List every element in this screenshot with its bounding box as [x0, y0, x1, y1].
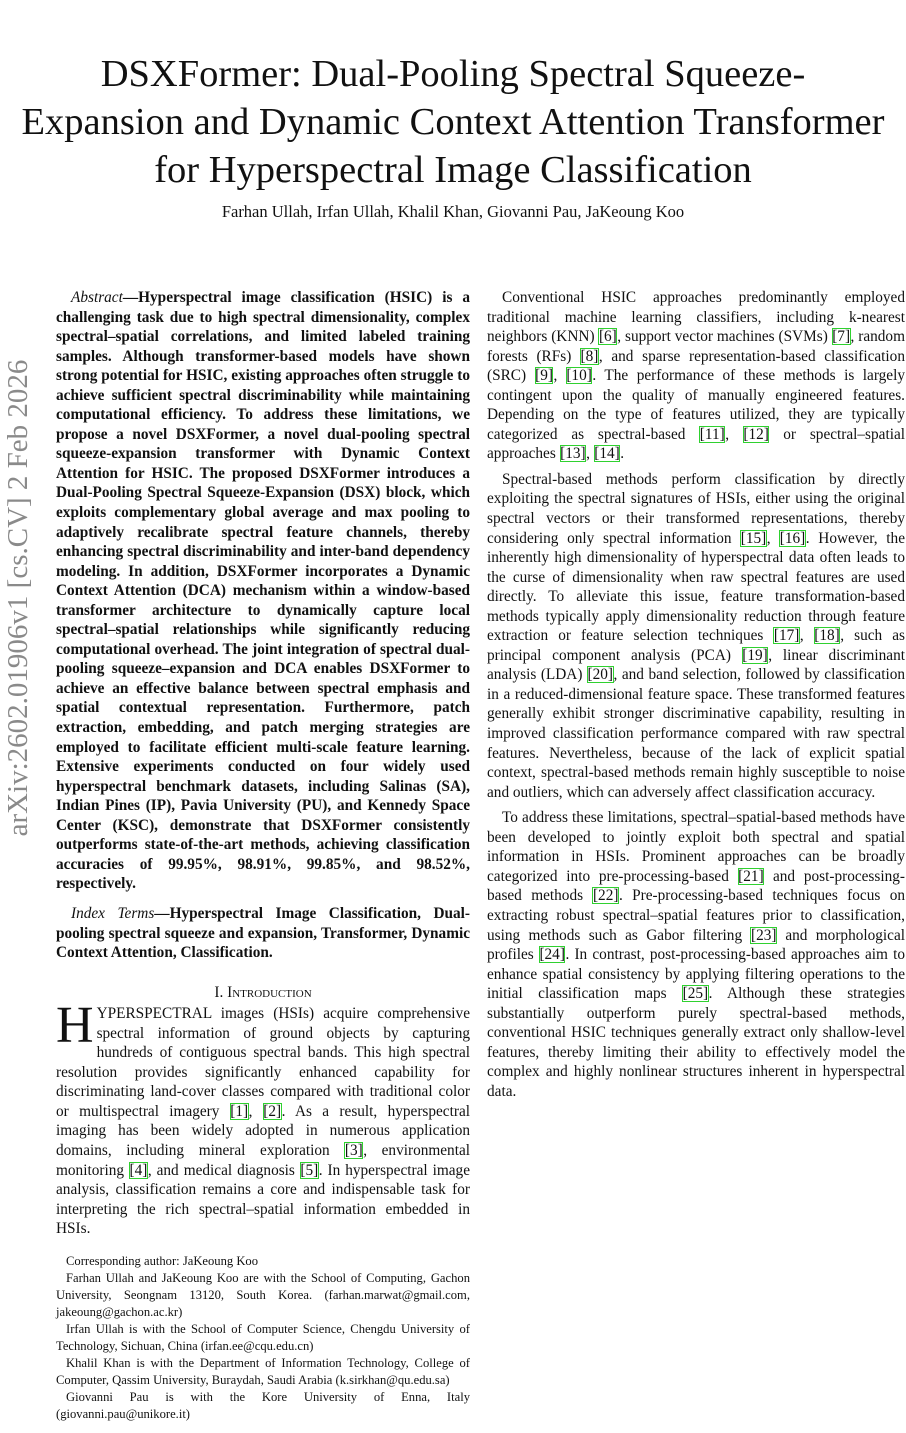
citation-link[interactable]: [10]: [566, 367, 592, 385]
citation-link[interactable]: [9]: [535, 367, 553, 385]
index-terms-label: Index Terms: [71, 904, 155, 922]
citation-link[interactable]: [4]: [129, 1161, 148, 1179]
citation-link[interactable]: [11]: [699, 425, 725, 443]
citation-link[interactable]: [8]: [580, 347, 599, 365]
footnote: Corresponding author: JaKeoung Koo: [66, 1253, 259, 1268]
intro-text: YPERSPECTRAL images (HSIs) acquire comprehensive spectral information of ground objects by capturing hundreds of contiguous spectral bands. This high spectral resolution provides significantly enhanced capability for discriminating land-cover classes compared with traditional color or multispectral imagery [1], [2]. As a result, hyperspectral imaging has been widely adopted in numerous application domains, including mineral exploration [3], environmental monitoring [4], and medical diagnosis [5]. In hyperspectral image analysis, classification remains a core and indispensable task for interpreting the rich spectral–spatial information embedded in HSIs.: [56, 1005, 470, 1238]
footnote: Farhan Ullah and JaKeoung Koo are with the School of Computing, Gachon University, Seongnam 13120, South Korea. (farhan.marwat@gmail.com, jakeoung@gachon.ac.kr): [56, 1270, 470, 1319]
paper-title: DSXFormer: Dual-Pooling Spectral Squeeze-Expansion and Dynamic Context Attention Transformer for Hyperspectral Image Classification: [21, 53, 885, 191]
author-list: Farhan Ullah, Irfan Ullah, Khalil Khan, Giovanni Pau, JaKeoung Koo: [221, 202, 685, 221]
footnotes: [56, 1253, 470, 1423]
index-terms: [56, 904, 470, 963]
abstract-label: Abstract: [71, 289, 123, 306]
abstract: [56, 288, 470, 894]
citation-link[interactable]: [22]: [592, 887, 619, 905]
citation-link[interactable]: [6]: [598, 328, 617, 346]
citation-link[interactable]: [13]: [560, 445, 586, 463]
section-heading-introduction: I. Introduction: [214, 983, 312, 1001]
citation-link[interactable]: [19]: [742, 646, 768, 664]
footnote: Irfan Ullah is with the School of Computer Science, Chengdu University of Technology, Sichuan, China (irfan.ee@cqu.edu.cn): [56, 1321, 470, 1353]
citation-link[interactable]: [5]: [300, 1161, 319, 1179]
citation-link[interactable]: [17]: [773, 627, 800, 645]
footnote: Khalil Khan is with the Department of Information Technology, College of Computer, Qassim University, Buraydah, Saudi Arabia (k.sirkhan@qu.edu.sa): [56, 1355, 470, 1387]
citation-link[interactable]: [21]: [738, 867, 764, 885]
citation-link[interactable]: [3]: [344, 1141, 363, 1159]
footnote: Giovanni Pau is with the Kore University of Enna, Italy (giovanni.pau@unikore.it): [56, 1389, 470, 1421]
citation-link[interactable]: [14]: [594, 445, 620, 463]
citation-link[interactable]: [18]: [814, 627, 840, 645]
abstract-text: —Hyperspectral image classification (HSIC) is a challenging task due to high spectral dimensionality, complex spectral–spatial correlations, and limited labeled training samples. Although transformer-based models have shown strong potential for HSIC, existing approaches often struggle to achieve sufficient spectral discriminability while maintaining computational efficiency. To address these limitations, we propose a novel DSXFormer, a novel dual-pooling spectral squeeze-expansion transformer with Dynamic Context Attention for HSIC. The proposed DSXFormer introduces a Dual-Pooling Spectral Squeeze-Expansion (DSX) block, which exploits complementary global average and max pooling to adaptively recalibrate spectral feature channels, thereby enhancing spectral discriminability and inter-band dependency modeling. In addition, DSXFormer incorporates a Dynamic Context Attention (DCA) mechanism within a window-based transformer architecture to dynamically capture local spectral–spatial relationships while significantly reducing computational overhead. The joint integration of spectral dual-pooling squeeze–expansion and DCA enables DSXFormer to achieve an effective balance between spectral emphasis and spatial contextual representation. Furthermore, patch extraction, embedding, and patch merging strategies are employed to facilitate efficient multi-scale feature learning. Extensive experiments conducted on four widely used hyperspectral benchmark datasets, including Salinas (SA), Indian Pines (IP), Pavia University (PU), and Kennedy Space Center (KSC), demonstrate that DSXFormer consistently outperforms state-of-the-art methods, achieving classification accuracies of 99.95%, 98.91%, 99.85%, and 98.52%, respectively.: [56, 289, 470, 893]
right-column: [487, 288, 905, 1101]
citation-link[interactable]: [1]: [230, 1102, 249, 1120]
citation-link[interactable]: [20]: [587, 666, 613, 684]
citation-link[interactable]: [16]: [779, 529, 806, 547]
citation-link[interactable]: [2]: [263, 1102, 282, 1120]
citation-link[interactable]: [15]: [740, 529, 767, 547]
arxiv-identifier-stamp: arXiv:2602.01906v1 [cs.CV] 2 Feb 2026: [2, 359, 34, 837]
citation-link[interactable]: [12]: [743, 425, 769, 443]
body-paragraph: Conventional HSIC approaches predominantly employed traditional machine learning classifiers, including k-nearest neighbors (KNN) [6], support vector machines (SVMs) [7], random forests (RFs) [8], and sparse representation-based classification (SRC) [9], [10]. The performance of these methods is largely contingent upon the quality of manually engineered features. Depending on the type of features utilized, they are typically categorized as spectral-based [11], [12] or spectral–spatial approaches [13], [14].: [487, 289, 905, 463]
body-paragraph: Spectral-based methods perform classification by directly exploiting the spectral signatures of HSIs, either using the original spectral vectors or their transformed representations, thereby considering only spectral information [15], [16]. However, the inherently high dimensionality of hyperspectral data often leads to the curse of dimensionality when raw spectral features are used directly. To alleviate this issue, feature transformation-based methods typically apply dimensionality reduction through feature extraction or feature selection techniques [17], [18], such as principal component analysis (PCA) [19], linear discriminant analysis (LDA) [20], and band selection, followed by classification in a reduced-dimensional feature space. These transformed features generally exhibit stronger discriminative capability, resulting in improved classification performance compared with raw spectral features. Nevertheless, because of the lack of explicit spatial context, spectral-based methods remain highly susceptible to noise and outliers, which can adversely affect classification accuracy.: [487, 470, 905, 801]
index-terms-text: —Hyperspectral Image Classification, Dual-pooling spectral squeeze and expansion, Transformer, Dynamic Context Attention, Classification.: [56, 904, 471, 962]
intro-paragraph: [56, 997, 470, 1239]
left-column: [56, 288, 470, 1423]
citation-link[interactable]: [7]: [832, 328, 851, 346]
citation-link[interactable]: [23]: [750, 926, 777, 944]
two-column-body: [0, 288, 906, 1423]
body-paragraph: To address these limitations, spectral–spatial-based methods have been developed to jointly exploit both spectral and spatial information in HSIs. Prominent approaches can be broadly categorized into pre-processing-based [21] and post-processing-based methods [22]. Pre-processing-based techniques focus on extracting robust spectral–spatial features prior to classification, using methods such as Gabor filtering [23] and morphological profiles [24]. In contrast, post-processing-based approaches aim to enhance spatial consistency by applying filtering operations to the initial classification maps [25]. Although these strategies substantially outperform purely spectral-based methods, conventional HSIC techniques generally extract only shallow-level features, thereby limiting their ability to effectively model the complex and highly nonlinear structures inherent in hyperspectral data.: [487, 809, 905, 1100]
drop-cap: H: [56, 997, 94, 1055]
citation-link[interactable]: [24]: [539, 946, 565, 964]
citation-link[interactable]: [25]: [682, 985, 709, 1003]
